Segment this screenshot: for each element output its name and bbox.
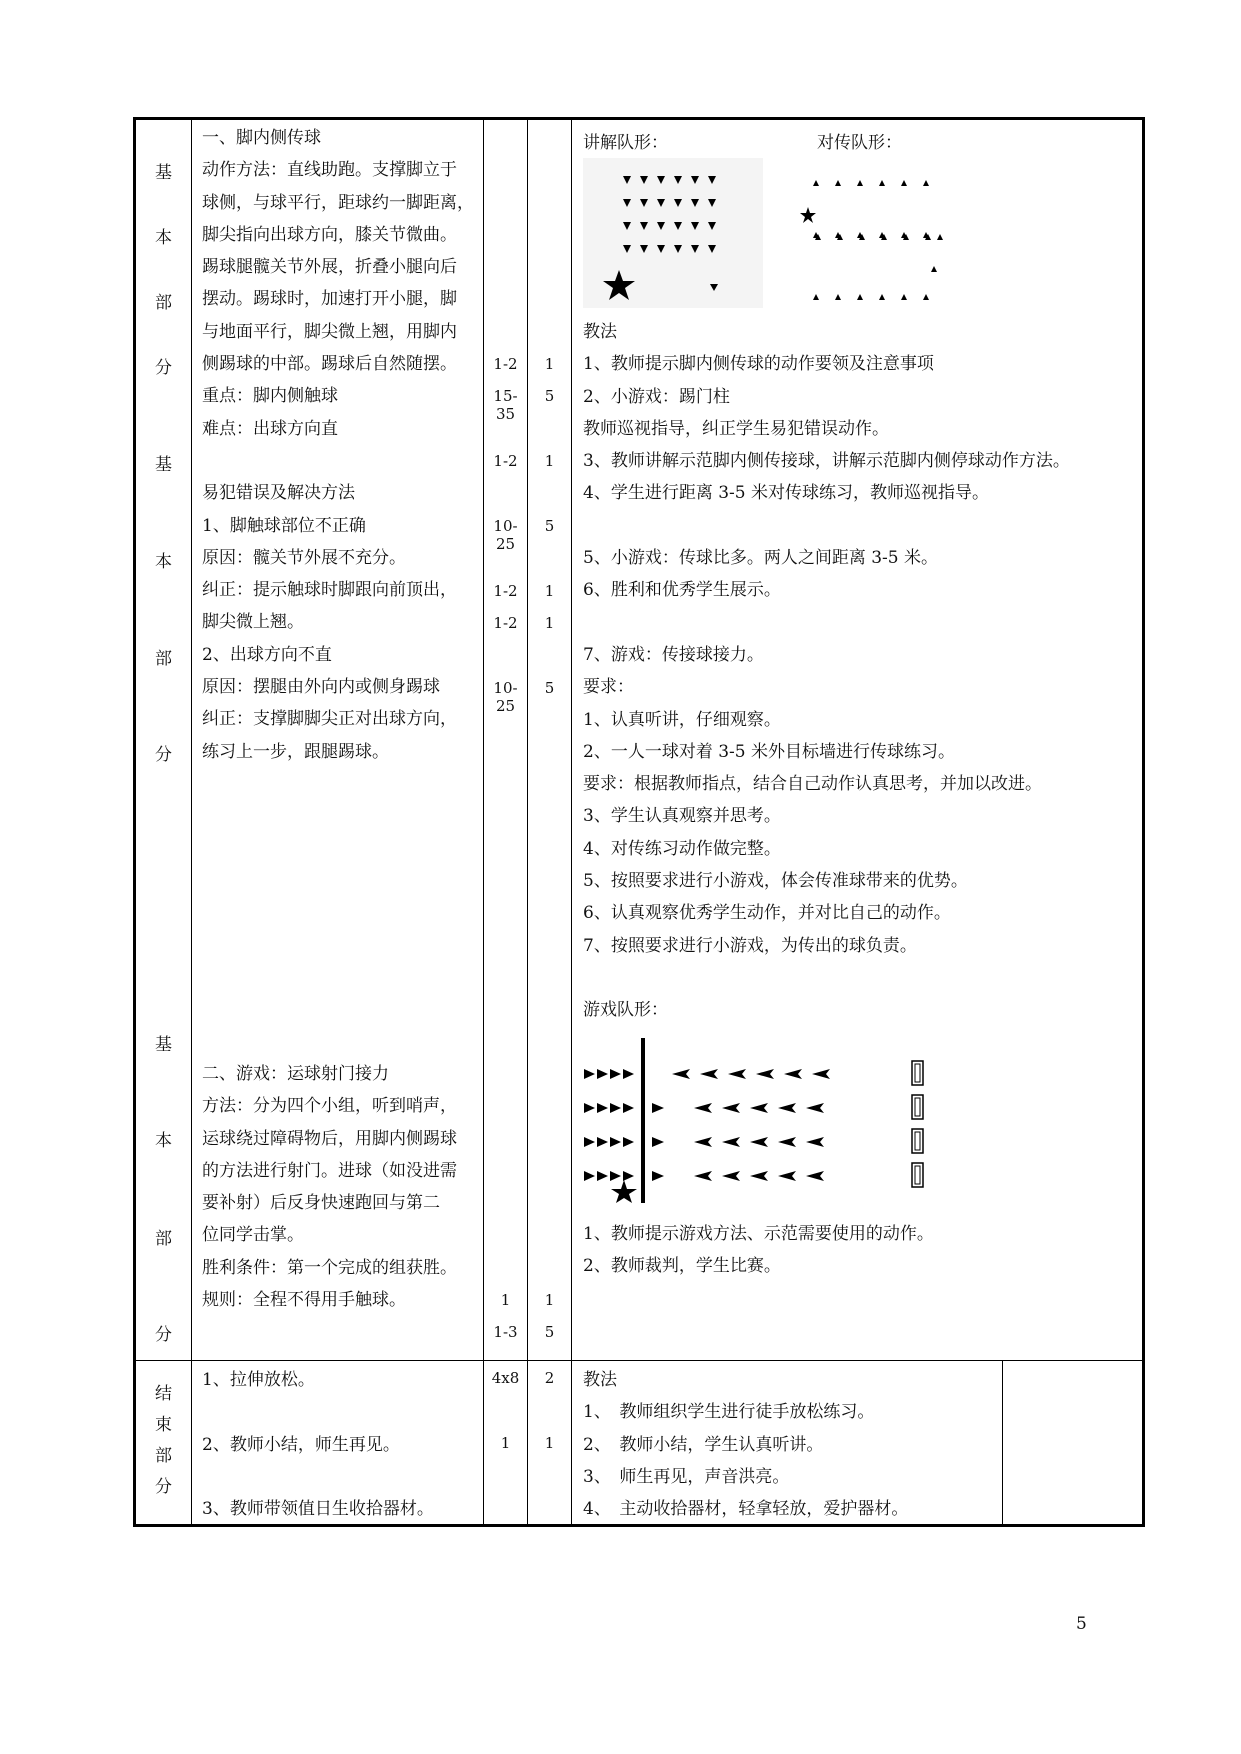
cone-icon (672, 1069, 690, 1079)
player-arrow-icon (623, 1137, 634, 1147)
method-lines: 教法 1、教师提示脚内侧传球的动作要领及注意事项 2、小游戏：踢门柱 教师巡视指导，纠正学生易犯错误动作。 3、教师讲解示范脚内侧传接球，讲解示范脚内侧停球动作方法。 4、学生进行距离 3-5 米对传球练习，教师巡视指导。 5、小游戏：传球比多。两人之间距离 3-5 米。 6、胜利和优秀学生展示。 7、游戏：传接球接力。 要求： 1、认真听讲，仔细观察。 2、一人一球对着 3-5 米外目标墙进行传球练习。 要求：根据教师指点，结合自己动作认真思考，并加以改进。 3、学生认真观察并思考。 4、对传练习动作做完整。 5、按照要求进行小游戏，体会传准球带来的优势。 6、认真观察优秀学生动作，并对比自己的动作。 7、按照要求进行小游戏，为传出的球负责。 游戏队形： (583, 322, 1070, 1021)
goal-icon (912, 1095, 923, 1119)
table-top-border (133, 117, 1145, 120)
time-column: 1-2 15-35 1-2 10-25 1-2 1-2 10-25 1 1-3 4x8 1 (491, 355, 520, 1452)
student-marker-icon (923, 294, 929, 300)
row-divider (133, 1360, 1145, 1361)
cone-icon (722, 1137, 740, 1147)
student-marker-icon (923, 180, 929, 186)
player-arrow-icon (623, 1171, 634, 1181)
cone-icon (722, 1171, 740, 1181)
pass-formation-label: 对传队形： (817, 133, 902, 153)
student-marker-icon (901, 180, 907, 186)
student-marker-icon (857, 294, 863, 300)
student-marker-icon (813, 294, 819, 300)
section-label-basic-2: 基 本 部 分 (155, 455, 172, 765)
player-arrow-icon (597, 1103, 608, 1113)
student-marker-icon (835, 294, 841, 300)
player-arrow-icon (623, 1103, 634, 1113)
player-arrow-icon (584, 1103, 595, 1113)
section-label-basic-1: 基 本 部 分 (155, 163, 172, 378)
student-marker-icon (857, 180, 863, 186)
cone-icon (756, 1069, 774, 1079)
page-number: 5 (1076, 1614, 1087, 1634)
cone-icon (784, 1069, 802, 1079)
teacher-star-icon (611, 1180, 637, 1203)
player-arrow-icon (652, 1171, 664, 1181)
game-formation-diagram (582, 1038, 952, 1208)
cone-icon (700, 1069, 718, 1079)
game-lines: 二、游戏：运球射门接力 方法：分为四个小组，听到哨声， 运球绕过障碍物后，用脚内侧踢球 的方法进行射门。进球（如没进需 要补射）后反身快速跑回与第二 位同学击掌。 胜利条件：第一个完成的组获胜。 规则：全程不得用手触球。 (202, 1064, 457, 1311)
cone-icon (750, 1137, 768, 1147)
end-content: 1、拉伸放松。 2、教师小结，师生再见。 3、教师带领值日生收拾器材。 (202, 1370, 434, 1520)
col-divider-5 (1002, 1360, 1003, 1526)
goal-net-icon (915, 1166, 920, 1184)
player-arrow-icon (610, 1103, 621, 1113)
end-method: 教法 1、 教师组织学生进行徒手放松练习。 2、 教师小结，学生认真听讲。 3、 师生再见，声音洪亮。 4、 主动收拾器材，轻拿轻放，爱护器材。 (583, 1370, 909, 1520)
student-marker-icon (813, 180, 819, 186)
cone-icon (812, 1069, 830, 1079)
col-divider-1 (191, 117, 192, 1527)
cone-icon (778, 1103, 796, 1113)
student-marker-icon (835, 180, 841, 186)
pass-formation-diagram (796, 168, 956, 308)
cone-icon (728, 1069, 746, 1079)
player-arrow-icon (584, 1137, 595, 1147)
cone-icon (806, 1137, 824, 1147)
student-marker-icon (937, 234, 943, 240)
goal-icon (912, 1129, 923, 1153)
goal-net-icon (915, 1064, 920, 1082)
cone-icon (778, 1137, 796, 1147)
cone-icon (722, 1103, 740, 1113)
cone-icon (806, 1171, 824, 1181)
cone-icon (778, 1171, 796, 1181)
player-arrow-icon (610, 1171, 621, 1181)
student-marker-icon (901, 294, 907, 300)
player-arrow-icon (623, 1069, 634, 1079)
game-method-lines: 1、教师提示游戏方法、示范需要使用的动作。 2、教师裁判，学生比赛。 (583, 1224, 934, 1277)
start-line (641, 1038, 645, 1203)
player-arrow-icon (610, 1137, 621, 1147)
cone-icon (694, 1171, 712, 1181)
player-arrow-icon (597, 1069, 608, 1079)
explain-formation-label: 讲解队形： (583, 133, 668, 153)
goal-net-icon (915, 1098, 920, 1116)
player-arrow-icon (652, 1103, 664, 1113)
teacher-star-icon (800, 207, 816, 223)
table-right-border (1142, 117, 1145, 1527)
col-divider-4 (571, 117, 572, 1527)
section-label-end: 结 束 部 分 (155, 1384, 172, 1497)
cone-icon (750, 1171, 768, 1181)
cone-icon (806, 1103, 824, 1113)
student-marker-icon (879, 294, 885, 300)
count-column: 1 5 1 5 1 1 5 1 5 2 1 (544, 355, 555, 1452)
player-arrow-icon (597, 1171, 608, 1181)
explain-formation-diagram (583, 158, 763, 308)
player-arrow-icon (584, 1069, 595, 1079)
cone-icon (750, 1103, 768, 1113)
goal-icon (912, 1061, 923, 1085)
content-lines: 一、脚内侧传球 动作方法：直线助跑。支撑脚立于 球侧，与球平行，距球约一脚距离， 脚尖指向出球方向，膝关节微曲。 踢球腿髋关节外展，折叠小腿向后 摆动。踢球时，加速打开小腿，脚 与地面平行，脚尖微上翘，用脚内 侧踢球的中部。踢球后自然随摆。 重点：脚内侧触球 难点：出球方向直 易犯错误及解决方法 1、脚触球部位不正确 原因：髋关节外展不充分。 纠正：提示触球时脚跟向前顶出， 脚尖微上翘。 2、出球方向不直 原因：摆腿由外向内或侧身踢球 纠正：支撑脚脚尖正对出球方向， 练习上一步，跟腿踢球。 (202, 128, 474, 762)
player-arrow-icon (652, 1137, 664, 1147)
goal-net-icon (915, 1132, 920, 1150)
section-label-basic-3: 基 本 部 分 (155, 1035, 172, 1345)
cone-icon (694, 1103, 712, 1113)
cone-icon (694, 1137, 712, 1147)
goal-icon (912, 1163, 923, 1187)
student-marker-icon (879, 180, 885, 186)
student-marker-icon (931, 266, 937, 272)
player-arrow-icon (584, 1171, 595, 1181)
player-arrow-icon (610, 1069, 621, 1079)
player-arrow-icon (597, 1137, 608, 1147)
